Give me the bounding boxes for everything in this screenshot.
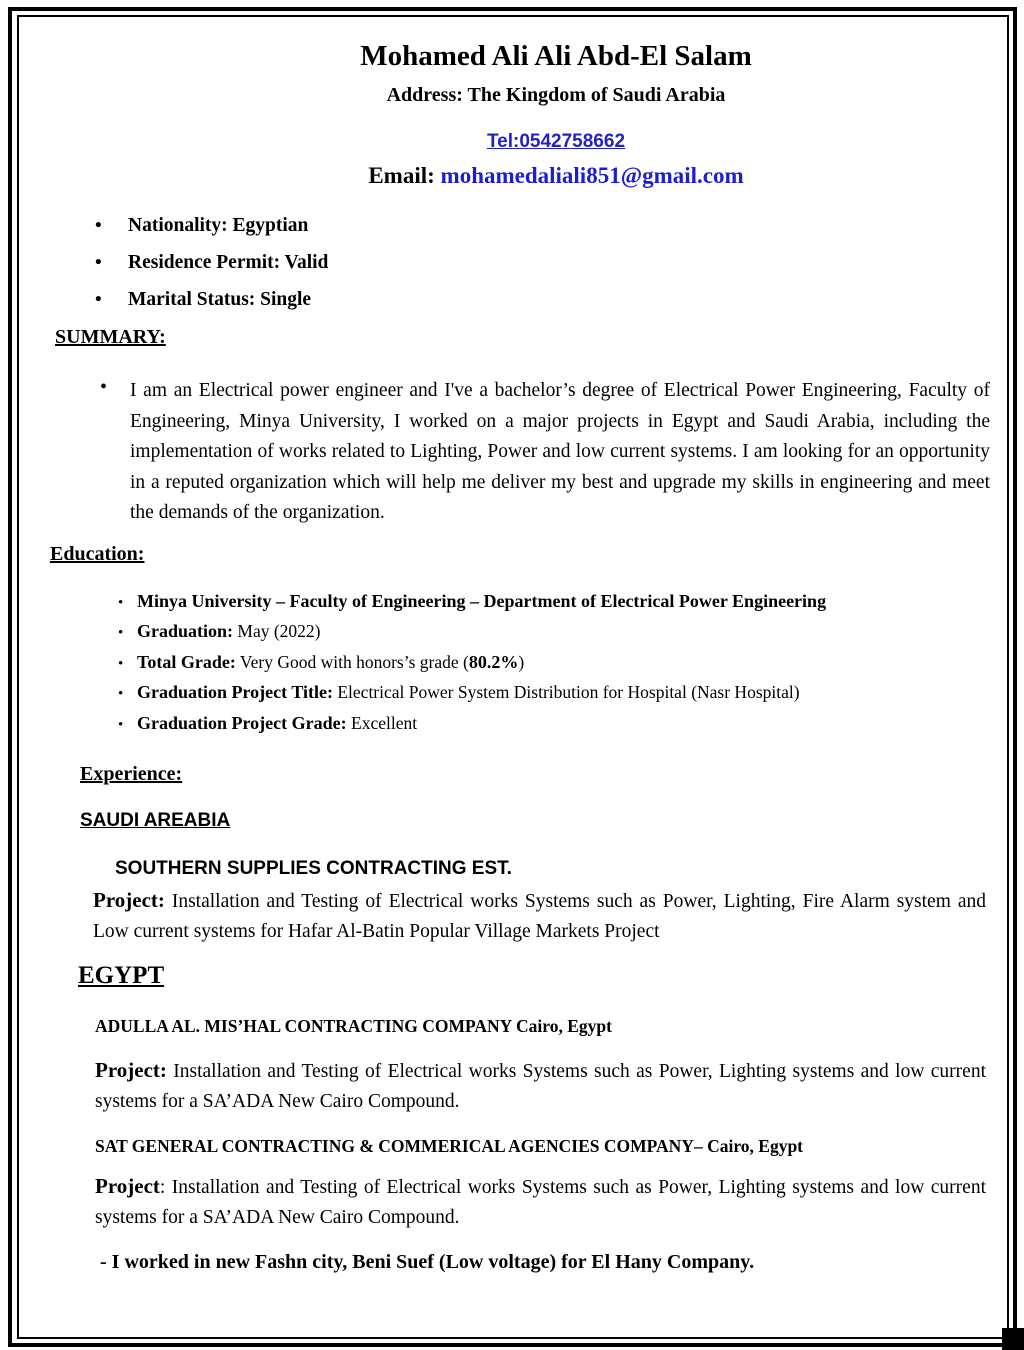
- personal-info-list: [18, 207, 1006, 318]
- education-project-title-value: Electrical Power System Distribution for Hospital (Nasr Hospital): [332, 682, 800, 702]
- tel-row: [106, 130, 1006, 155]
- personal-residence-permit: [95, 244, 1006, 281]
- bullet-icon: •: [118, 655, 124, 672]
- education-heading: Education:: [50, 542, 145, 565]
- personal-marital-status: [95, 281, 1006, 318]
- project-label: Project: [95, 1174, 160, 1198]
- experience-heading: Experience:: [80, 763, 183, 785]
- education-item-total-grade: [118, 648, 1006, 679]
- company-name-sat-general: SAT GENERAL CONTRACTING & COMMERICAL AGENCIES COMPANY– Cairo, Egypt: [95, 1136, 804, 1156]
- education-project-grade-label: Graduation Project Grade:: [137, 712, 347, 733]
- company-name-adulla-mishal: ADULLA AL. MIS’HAL CONTRACTING COMPANY Cairo, Egypt: [95, 1016, 612, 1036]
- email-link[interactable]: mohamedaliali851@gmail.com: [440, 163, 744, 188]
- bullet-icon: •: [118, 716, 124, 733]
- bullet-icon: •: [100, 376, 108, 398]
- bullet-icon: •: [95, 252, 102, 273]
- company-name-southern-supplies: SOUTHERN SUPPLIES CONTRACTING EST.: [115, 858, 512, 879]
- email-row: [106, 161, 1006, 191]
- education-total-grade-value: Very Good with honors’s grade (: [235, 651, 469, 672]
- summary-paragraph: [100, 376, 990, 529]
- address-line: Address: The Kingdom of Saudi Arabia: [386, 84, 726, 106]
- education-project-grade-value: Excellent: [346, 712, 418, 733]
- summary-heading: SUMMARY:: [55, 326, 166, 348]
- summary-text: I am an Electrical power engineer and I've a bachelor’s degree of Electrical Power Engineering, Faculty of Engineering, Minya University, I worked on a major projects in Egypt and Saudi Arabia, including the implementation of works related to Lighting, Power and low current systems. I am looking for an opportunity in a reputed organization which will help me deliver my best and upgrade my skills in engineering and meet the demands of the organization.: [130, 380, 990, 523]
- project-label: Project:: [95, 1058, 167, 1082]
- country-heading-saudi: SAUDI AREABIA: [80, 810, 231, 831]
- personal-nationality-text: Nationality: Egyptian: [128, 215, 309, 236]
- tel-link[interactable]: Tel:0542758662: [486, 131, 626, 152]
- project-text: Installation and Testing of Electrical works Systems such as Power, Lighting systems and low current systems for a SA’ADA New Cairo Compound.: [95, 1061, 986, 1112]
- education-university-text: Minya University – Faculty of Engineering – Department of Electrical Power Engineering: [137, 590, 827, 611]
- candidate-name: Mohamed Ali Ali Abd-El Salam: [360, 40, 752, 72]
- project-paragraph-adulla: [95, 1055, 986, 1117]
- education-item-university: [118, 587, 1006, 618]
- bullet-icon: •: [95, 289, 102, 310]
- education-item-project-title: [118, 678, 1006, 709]
- education-graduation-label: Graduation:: [137, 621, 234, 641]
- education-list: [18, 587, 1006, 740]
- resume-content: [18, 18, 1006, 1337]
- bullet-icon: •: [118, 594, 124, 611]
- project-paragraph-sat: [95, 1171, 986, 1233]
- corner-square: [1002, 1328, 1024, 1350]
- personal-residence-text: Residence Permit: Valid: [128, 252, 329, 273]
- education-item-graduation: [118, 617, 1006, 648]
- project-text: Installation and Testing of Electrical works Systems such as Power, Lighting, Fire Alarm system and Low current systems for Hafar Al-Batin Popular Village Markets Project: [93, 891, 986, 942]
- education-project-title-label: Graduation Project Title:: [137, 682, 333, 702]
- education-total-grade-label: Total Grade:: [137, 651, 236, 672]
- education-graduation-value: May (2022): [233, 621, 321, 641]
- education-total-grade-close: ): [518, 651, 525, 672]
- bullet-icon: •: [95, 215, 102, 236]
- project-text: : Installation and Testing of Electrical works Systems such as Power, Lighting systems and low current systems for a SA’ADA New Cairo Compound.: [95, 1177, 986, 1228]
- education-total-grade-percent: 80.2%: [468, 651, 519, 672]
- footer-note: - I worked in new Fashn city, Beni Suef (Low voltage) for El Hany Company.: [100, 1251, 755, 1273]
- bullet-icon: •: [118, 686, 124, 702]
- header-block: [106, 38, 1006, 191]
- project-label: Project:: [93, 888, 165, 912]
- country-heading-egypt: EGYPT: [78, 962, 165, 989]
- email-label: Email:: [368, 163, 441, 188]
- personal-nationality: [95, 207, 1006, 244]
- education-item-project-grade: [118, 709, 1006, 740]
- project-paragraph-saudi: [93, 885, 986, 947]
- personal-marital-text: Marital Status: Single: [128, 289, 312, 310]
- bullet-icon: •: [118, 625, 124, 641]
